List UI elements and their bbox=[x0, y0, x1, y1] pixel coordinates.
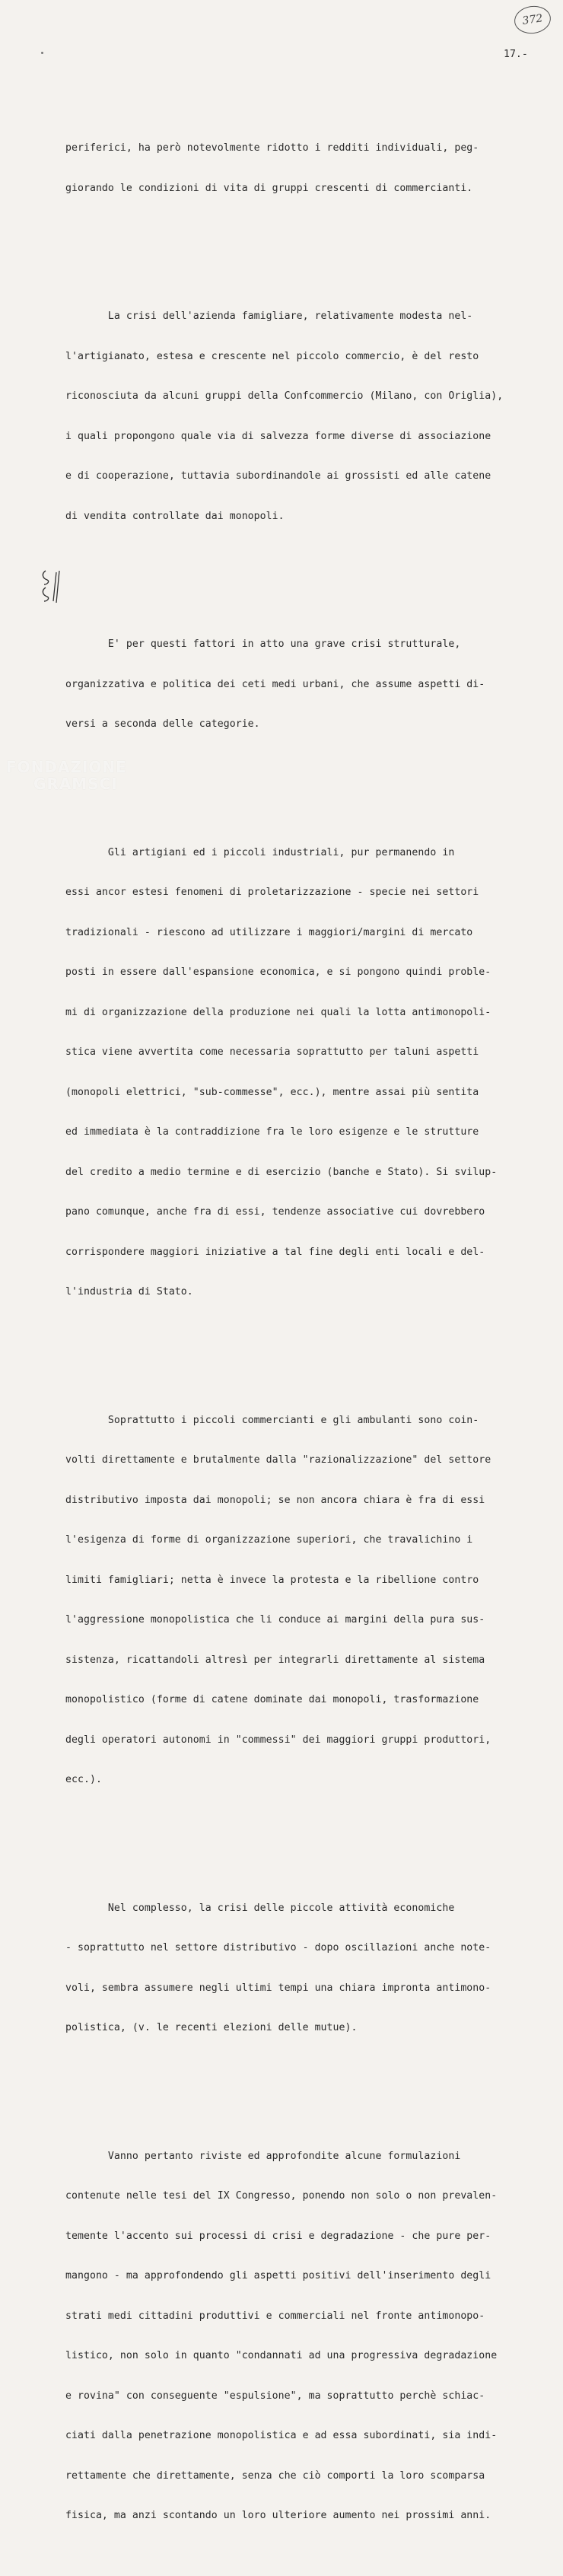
text-line: ed immediata è la contraddizione fra le loro esigenze e le strutture bbox=[65, 1126, 479, 1138]
watermark-logo bbox=[6, 758, 151, 816]
text-line: polistica, (v. le recenti elezioni delle mutue). bbox=[65, 2022, 358, 2033]
paragraph bbox=[65, 611, 537, 758]
text-line: corrispondere maggiori iniziative a tal fine degli enti locali e del- bbox=[65, 1246, 485, 1258]
text-line: e di cooperazione, tuttavia subordinandole ai grossisti ed alle catene bbox=[65, 470, 491, 482]
text-line: monopolistico (forme di catene dominate dai monopoli, trasformazione bbox=[65, 1694, 479, 1705]
page-number: 17.- bbox=[504, 49, 528, 60]
text-line: i quali propongono quale via di salvezza forme diverse di associazione bbox=[65, 430, 491, 442]
text-line: La crisi dell'azienda famigliare, relativamente modesta nel- bbox=[65, 310, 473, 322]
text-line: sistenza, ricattandoli altresì per integrarli direttamente al sistema bbox=[65, 1654, 485, 1666]
text-line: E' per questi fattori in atto una grave crisi strutturale, bbox=[65, 638, 461, 650]
text-line: temente l'accento sui processi di crisi e degradazione - che pure per- bbox=[65, 2230, 491, 2242]
text-line: fisica, ma anzi scontando un loro ulteriore aumento nei prossimi anni. bbox=[65, 2510, 491, 2521]
punch-dot bbox=[41, 52, 43, 54]
text-line: strati medi cittadini produttivi e commerciali nel fronte antimonopo- bbox=[65, 2310, 485, 2322]
text-line: l'artigianato, estesa e crescente nel piccolo commercio, è del resto bbox=[65, 350, 479, 362]
text-line: contenute nelle tesi del IX Congresso, ponendo non solo o non prevalen- bbox=[65, 2190, 498, 2202]
text-line: Vanno pertanto riviste ed approfondite alcune formulazioni bbox=[65, 2150, 461, 2162]
watermark-line-2: GRAMSCI bbox=[33, 775, 118, 793]
text-line: Gli artigiani ed i piccoli industriali, pur permanendo in bbox=[65, 846, 455, 858]
watermark-line-1: FONDAZIONE bbox=[6, 758, 127, 776]
text-line: tradizionali - riescono ad utilizzare i maggiori/margini di mercato bbox=[65, 926, 473, 938]
archive-number-stamp: 372 bbox=[513, 4, 553, 36]
text-line: posti in essere dall'espansione economica, e si pongono quindi proble- bbox=[65, 966, 491, 978]
text-line: - soprattutto nel settore distributivo - dopo oscillazioni anche note- bbox=[65, 1942, 491, 1953]
text-line: riconosciuta da alcuni gruppi della Confcommercio (Milano, con Origlia), bbox=[65, 390, 504, 402]
paragraph bbox=[65, 115, 537, 221]
text-line: ciati dalla penetrazione monopolistica e ad essa subordinati, sia indi- bbox=[65, 2430, 498, 2441]
text-line: versi a seconda delle categorie. bbox=[65, 718, 260, 730]
handwritten-margin-mark bbox=[40, 568, 65, 604]
text-line: limiti famigliari; netta è invece la protesta e la ribellione contro bbox=[65, 1574, 479, 1586]
text-line: mangono - ma approfondendo gli aspetti positivi dell'inserimento degli bbox=[65, 2270, 491, 2281]
text-line: periferici, ha però notevolmente ridotto i redditi individuali, peg- bbox=[65, 142, 479, 154]
text-line: ecc.). bbox=[65, 1774, 102, 1785]
text-line: listico, non solo in quanto "condannati ad una progressiva degradazione bbox=[65, 2350, 498, 2361]
body-text bbox=[65, 88, 537, 2576]
text-line: l'industria di Stato. bbox=[65, 1286, 193, 1298]
text-line: l'aggressione monopolistica che li conduce ai margini della pura sus- bbox=[65, 1614, 485, 1626]
text-line: e rovina" con conseguente "espulsione", ma soprattutto perchè schiac- bbox=[65, 2390, 485, 2402]
text-line: essi ancor estesi fenomeni di proletarizzazione - specie nei settori bbox=[65, 887, 479, 898]
text-line: giorando le condizioni di vita di gruppi crescenti di commercianti. bbox=[65, 182, 473, 194]
text-line: rettamente che direttamente, senza che ciò comporti la loro scomparsa bbox=[65, 2469, 485, 2482]
text-line: stica viene avvertita come necessaria soprattutto per taluni aspetti bbox=[65, 1046, 479, 1058]
text-line: voli, sembra assumere negli ultimi tempi una chiara impronta antimono- bbox=[65, 1982, 491, 1994]
text-line: organizzativa e politica dei ceti medi urbani, che assume aspetti di- bbox=[65, 678, 485, 690]
text-line: pano comunque, anche fra di essi, tendenze associative cui dovrebbero bbox=[65, 1206, 485, 1218]
text-line: degli operatori autonomi in "commessi" dei maggiori gruppi produttori, bbox=[65, 1734, 491, 1746]
paragraph bbox=[65, 1875, 537, 2062]
text-line: Soprattutto i piccoli commercianti e gli ambulanti sono coin- bbox=[65, 1414, 479, 1426]
paragraph bbox=[65, 283, 537, 549]
paragraph bbox=[65, 1387, 537, 1813]
text-line: del credito a medio termine e di esercizio (banche e Stato). Si svilup- bbox=[65, 1166, 498, 1178]
text-line: volti direttamente e brutalmente dalla "razionalizzazione" del settore bbox=[65, 1454, 491, 1466]
text-line: (monopoli elettrici, "sub-commesse", ecc.), mentre assai più sentita bbox=[65, 1086, 479, 1098]
paragraph bbox=[65, 2123, 537, 2549]
text-line: mi di organizzazione della produzione nei quali la lotta antimonopoli- bbox=[65, 1006, 491, 1018]
paragraph bbox=[65, 820, 537, 1326]
text-line: Nel complesso, la crisi delle piccole attività economiche bbox=[65, 1902, 455, 1914]
text-line: distributivo imposta dai monopoli; se non ancora chiara è fra di essi bbox=[65, 1494, 485, 1506]
text-line: di vendita controllate dai monopoli. bbox=[65, 510, 285, 522]
text-line: l'esigenza di forme di organizzazione superiori, che travalichino i bbox=[65, 1534, 473, 1546]
